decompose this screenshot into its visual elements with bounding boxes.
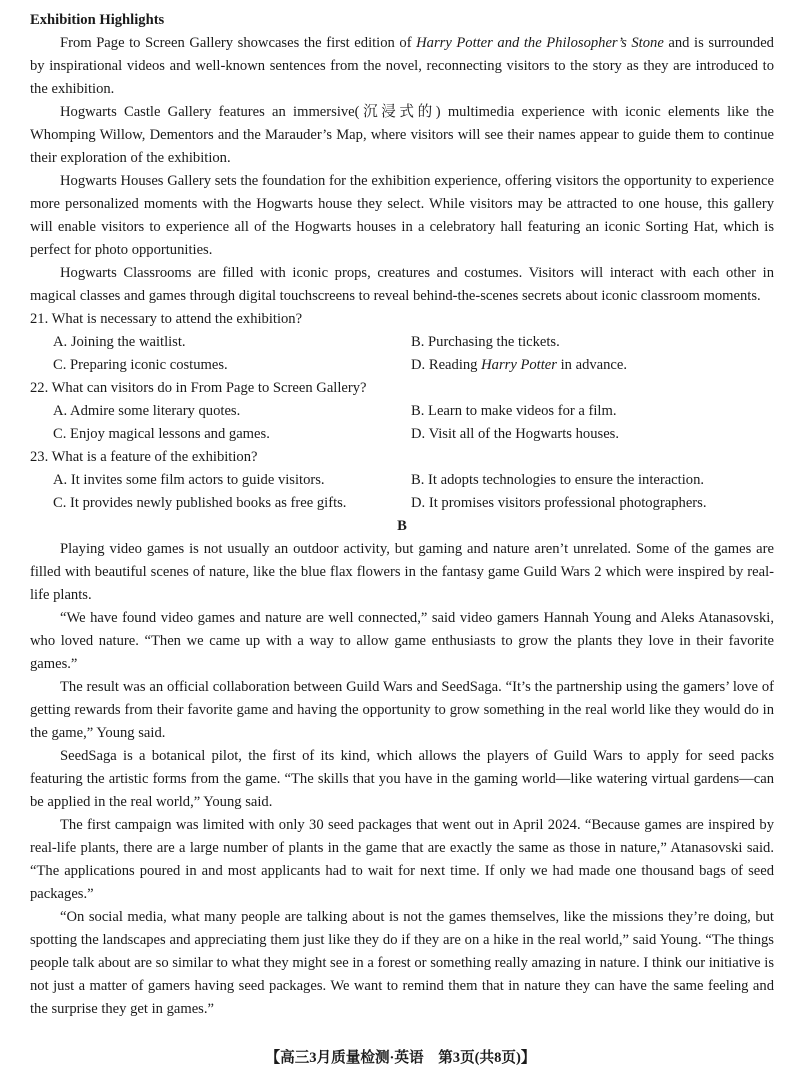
question-22-options: [53, 400, 774, 446]
option-d: D. Reading Harry Potter in advance.: [411, 357, 628, 373]
option-d: D. It promises visitors professional photographers.: [411, 495, 707, 511]
paragraph-b3: The result was an official collaboration between Guild Wars and SeedSaga. “It’s the partnership using the gamers’ love of getting rewards from their favorite game and having the opportunity to grow something in the real world like they would do in the game,” Young said.: [30, 679, 774, 741]
paragraph-houses-gallery: Hogwarts Houses Gallery sets the foundation for the exhibition experience, offering visitors the opportunity to experience more personalized moments with the Hogwarts house they select. While visitors may be attracted to one house, this gallery will enable visitors to experience all of the Hogwarts houses in a celebratory hall featuring an iconic Sorting Hat, which is perfect for photo opportunities.: [30, 173, 774, 258]
option-a: A. Admire some literary quotes.: [53, 403, 241, 419]
question-23-options: [53, 469, 774, 515]
paragraph-b4: SeedSaga is a botanical pilot, the first of its kind, which allows the players of Guild Wars to apply for seed packs featuring the artistic forms from the game. “The skills that you have in the gaming world—like watering virtual gardens—can be applied in the real world,” Young said.: [30, 748, 774, 810]
page-footer: 【高三3月质量检测·英语 第3页(共8页)】: [265, 1050, 536, 1066]
section-title: Exhibition Highlights: [30, 12, 165, 28]
option-a: A. Joining the waitlist.: [53, 334, 186, 350]
question-21: 21. What is necessary to attend the exhibition?: [30, 311, 303, 327]
paragraph-classrooms: Hogwarts Classrooms are filled with iconic props, creatures and costumes. Visitors will interact with each other in magical classes and games through digital touchscreens to reveal behind-the-scenes secrets about iconic classroom moments.: [30, 265, 774, 304]
question-22: 22. What can visitors do in From Page to Screen Gallery?: [30, 380, 367, 396]
paragraph-b5: The first campaign was limited with only 30 seed packages that went out in April 2024. “Because games are inspired by real-life plants, there are a large number of plants in the game that are exactly the same as those in nature,” Atanasovski said. “The applications poured in and most applicants had to wait for next time. If only we had made one thousand bags of seed packages.”: [30, 817, 774, 902]
paragraph-castle-gallery: Hogwarts Castle Gallery features an immersive(沉浸式的) multimedia experience with iconic elements like the Whomping Willow, Dementors and the Marauder’s Map, where visitors will see their names appear to guide them to continue their exploration of the exhibition.: [30, 104, 774, 166]
option-d: D. Visit all of the Hogwarts houses.: [411, 426, 620, 442]
paragraph-b6: “On social media, what many people are talking about is not the games themselves, like the missions they’re doing, but spotting the landscapes and appreciating them just like they do if they are on a hike in the real world,” said Young. “The things people talk about are so similar to what they might see in a forest or something really amazing in nature. I think our initiative is not just a matter of gamers having seed packages. We want to remind them that in nature they can have the same feeling and the surprise they get in games.”: [30, 909, 774, 1017]
option-c: C. Enjoy magical lessons and games.: [53, 426, 270, 442]
option-b: B. Learn to make videos for a film.: [411, 403, 617, 419]
option-a: A. It invites some film actors to guide visitors.: [53, 472, 325, 488]
section-b-label: B: [397, 518, 407, 534]
question-23: 23. What is a feature of the exhibition?: [30, 449, 258, 465]
book-title: Harry Potter and the Philosopher’s Stone: [416, 35, 664, 51]
paragraph-b2: “We have found video games and nature are well connected,” said video gamers Hannah Young and Aleks Atanasovski, who loved nature. “Then we came up with a way to allow game enthusiasts to grow the plants they love in their favorite games.”: [30, 610, 774, 672]
question-21-options: [53, 331, 774, 377]
paragraph-from-page-to-screen: From Page to Screen Gallery showcases the first edition of Harry Potter and the Philosopher’s Stone and is surrounded by inspirational videos and well-known sentences from the novel, reconnecting visitors to the story as they are introduced to the exhibition.: [30, 35, 774, 97]
paragraph-b1: Playing video games is not usually an outdoor activity, but gaming and nature aren’t unrelated. Some of the games are filled with beautiful scenes of nature, like the blue flax flowers in the fantasy game Guild Wars 2 which were inspired by real-life plants.: [30, 541, 774, 603]
option-c: C. It provides newly published books as free gifts.: [53, 495, 347, 511]
option-c: C. Preparing iconic costumes.: [53, 357, 228, 373]
option-b: B. Purchasing the tickets.: [411, 334, 560, 350]
page-content: [30, 9, 774, 1021]
option-b: B. It adopts technologies to ensure the interaction.: [411, 472, 705, 488]
